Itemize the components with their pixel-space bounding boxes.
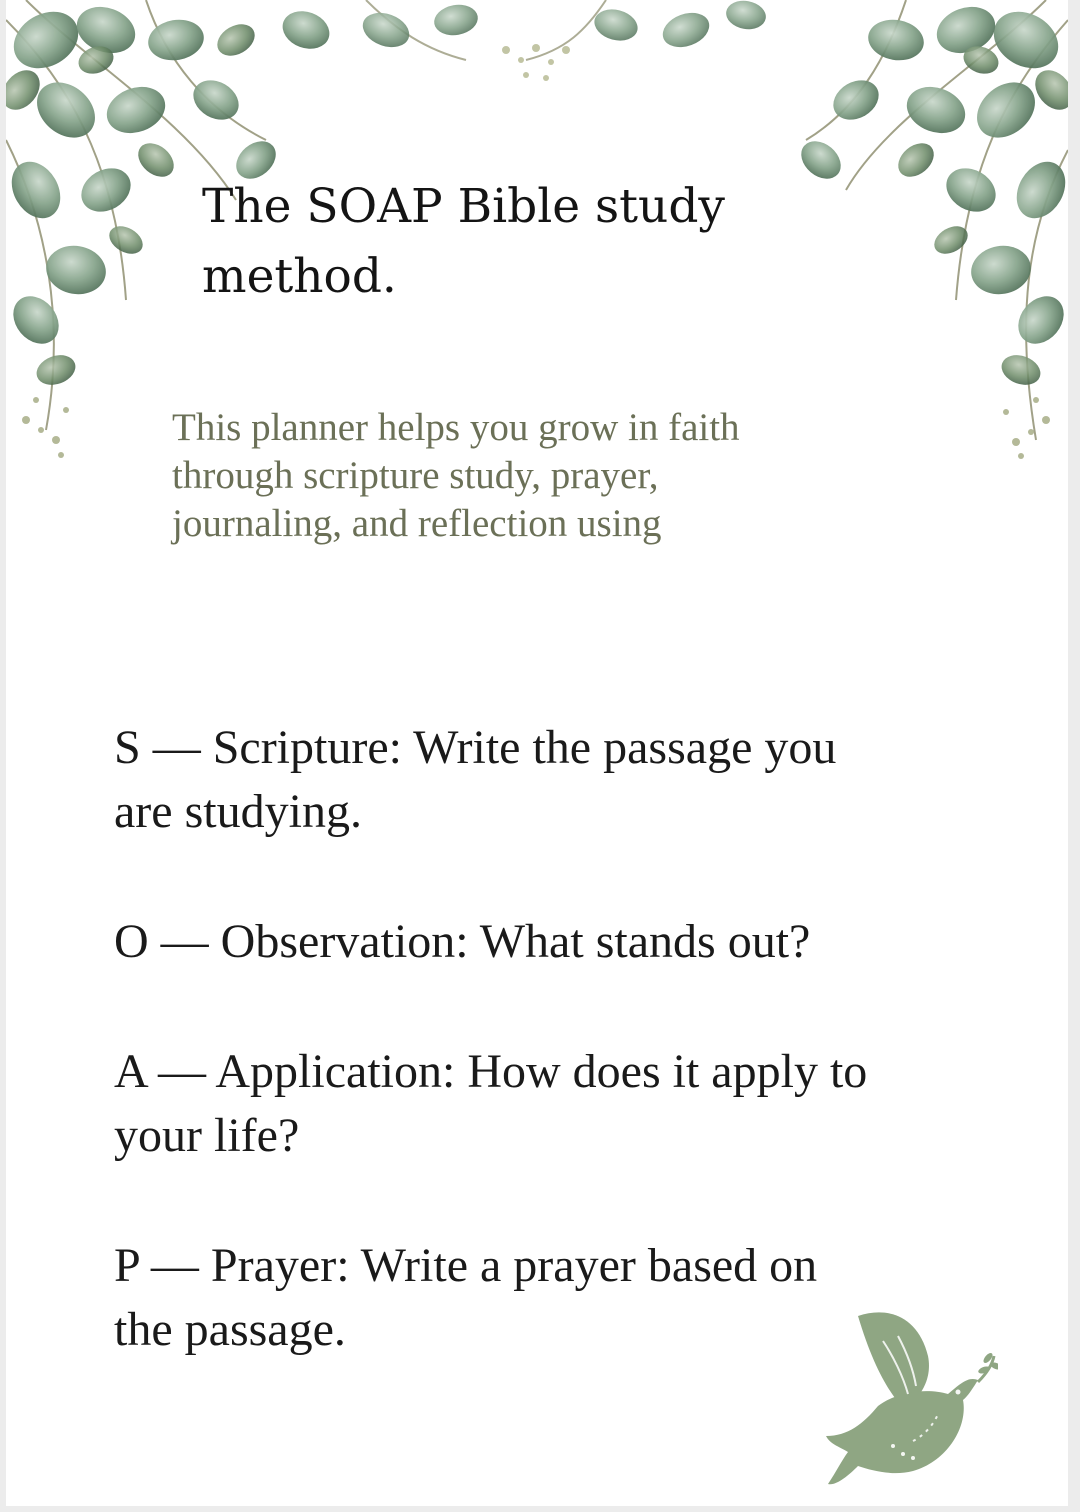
planner-page bbox=[6, 0, 1068, 1506]
step-text: the passage. bbox=[114, 1303, 346, 1356]
step-text: A — Application: How does it apply to bbox=[114, 1045, 868, 1098]
dove-with-olive-branch-icon bbox=[818, 1296, 998, 1496]
page-title bbox=[202, 172, 842, 312]
step-text: O — Observation: What stands out? bbox=[114, 915, 811, 968]
intro-line-3: journaling, and reflection using bbox=[172, 502, 662, 545]
intro-line-2: through scripture study, prayer, bbox=[172, 454, 659, 497]
step-text: P — Prayer: Write a prayer based on bbox=[114, 1239, 818, 1292]
step-text: S — Scripture: Write the passage you bbox=[114, 721, 837, 774]
soap-step-observation bbox=[114, 910, 974, 974]
soap-step-scripture bbox=[114, 716, 974, 844]
intro-line-1: This planner helps you grow in faith bbox=[172, 406, 740, 449]
title-line-2: method. bbox=[202, 249, 397, 304]
step-text: your life? bbox=[114, 1109, 300, 1162]
step-text: are studying. bbox=[114, 785, 362, 838]
soap-step-application bbox=[114, 1040, 974, 1168]
title-line-1: The SOAP Bible study bbox=[202, 179, 725, 234]
intro-paragraph bbox=[172, 404, 872, 548]
